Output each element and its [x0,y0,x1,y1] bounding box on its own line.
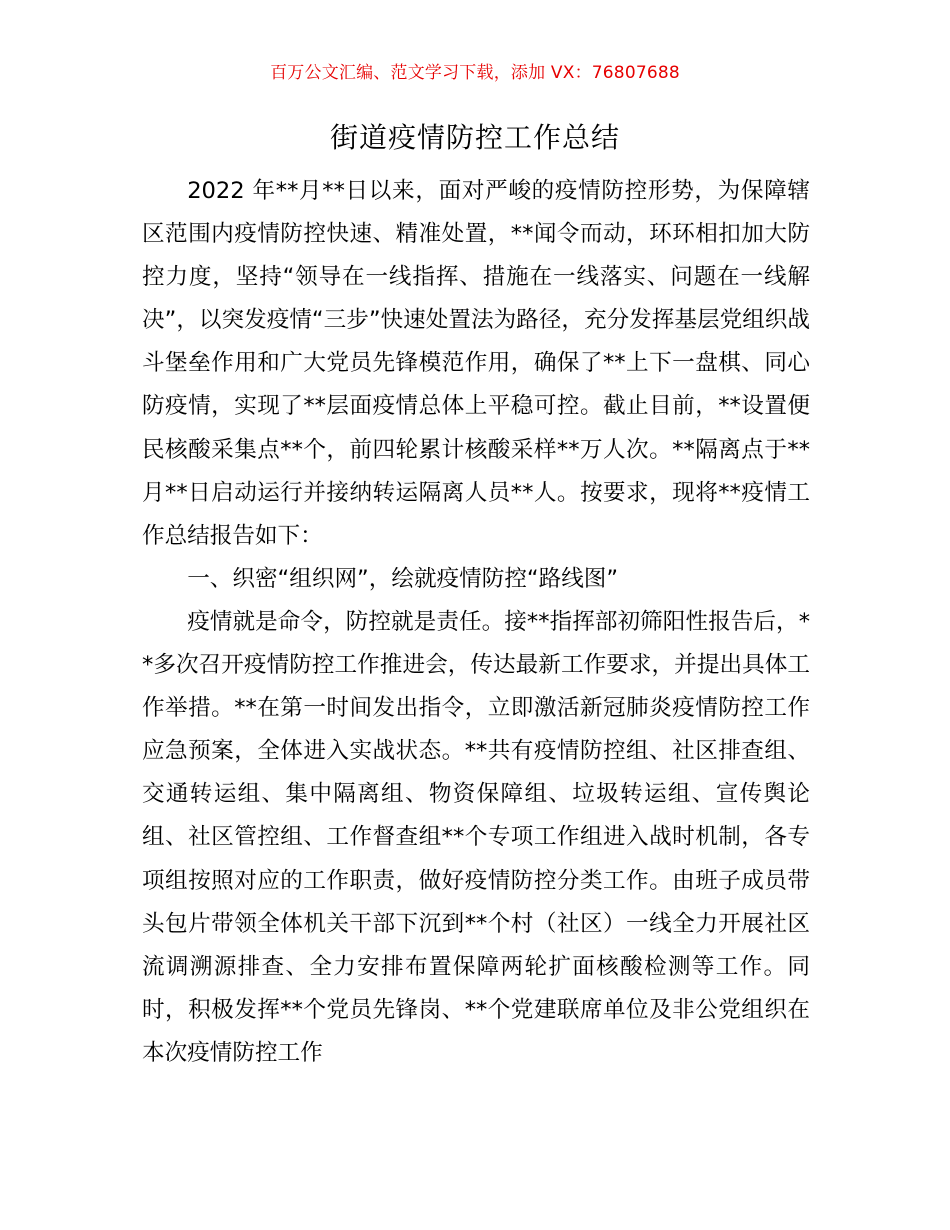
paragraph-section-1: 疫情就是命令，防控就是责任。接**指挥部初筛阳性报告后，**多次召开疫情防控工作推进会，传达最新工作要求，并提出具体工作举措。**在第一时间发出指令，立即激活新冠肺炎疫情防控工作应急预案，全体进入实战状态。**共有疫情防控组、社区排查组、交通转运组、集中隔离组、物资保障组、垃圾转运组、宣传舆论组、社区管控组、工作督查组**个专项工作组进入战时机制，各专项组按照对应的工作职责，做好疫情防控分类工作。由班子成员带头包片带领全体机关干部下沉到**个村（社区）一线全力开展社区流调溯源排查、全力安排布置保障两轮扩面核酸检测等工作。同时，积极发挥**个党员先锋岗、**个党建联席单位及非公党组织在本次疫情防控工作 [142,608,810,1066]
document-title: 街道疫情防控工作总结 [329,121,620,154]
document-body [142,170,810,1075]
section-heading-1: 一、织密“组织网”，绘就疫情防控“路线图” [187,565,619,592]
paragraph-intro: 2022 年**月**日以来，面对严峻的疫情防控形势，为保障辖区范围内疫情防控快速、精准处置，**闻令而动，环环相扣加大防控力度，坚持“领导在一线指挥、措施在一线落实、问题在一线解决”，以突发疫情“三步”快速处置法为路径，充分发挥基层党组织战斗堡垒作用和广大党员先锋模范作用，确保了**上下一盘棋、同心防疫情，实现了**层面疫情总体上平稳可控。截止目前，**设置便民核酸采集点**个，前四轮累计核酸采样**万人次。**隔离点于**月**日启动运行并接纳转运隔离人员**人。按要求，现将**疫情工作总结报告如下： [142,178,810,549]
header-contact-note: 百万公文汇编、范文学习下载，添加 VX：76807688 [270,63,680,83]
